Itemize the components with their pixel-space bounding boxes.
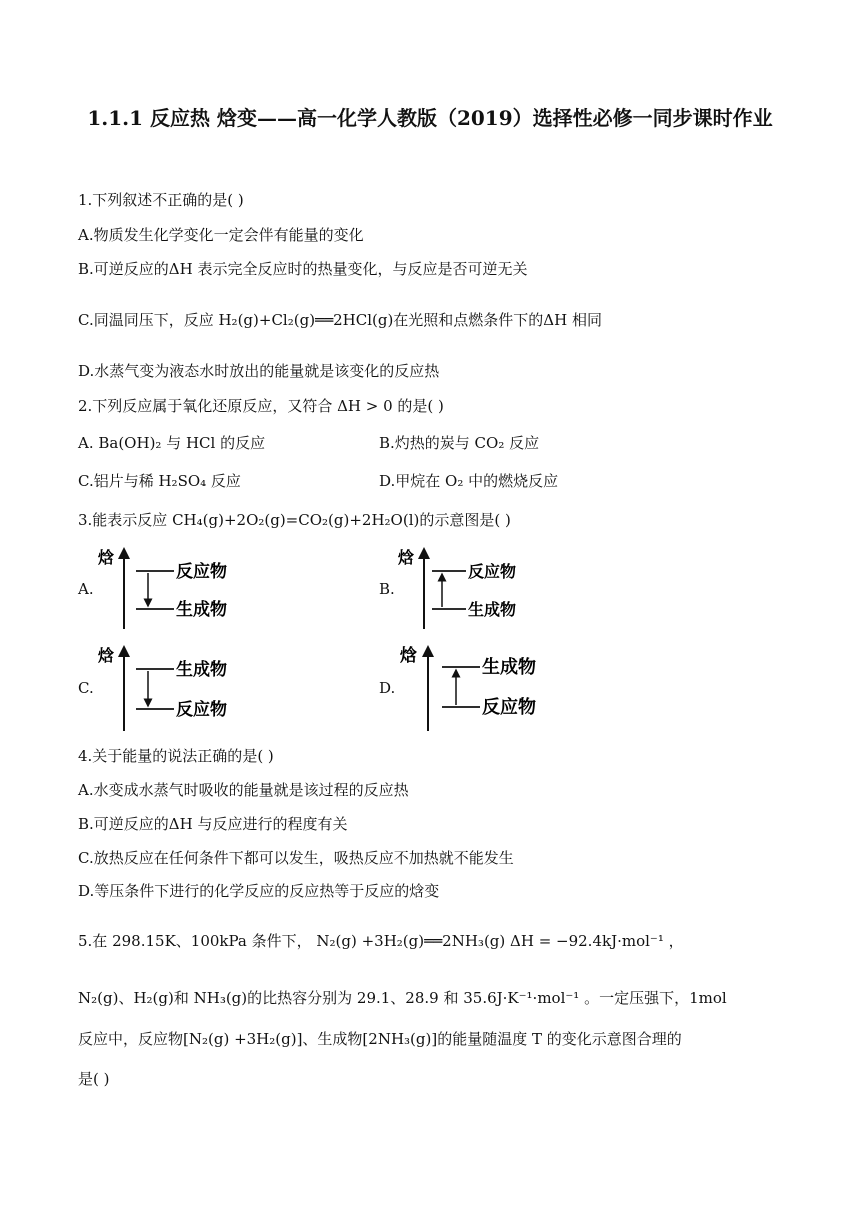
product-label: 生成物 <box>482 657 536 678</box>
q5-line-1: 5.在 298.15K、100kPa 条件下， N₂(g) +3H₂(g)══2NH₃(g) ΔH = −92.4kJ·mol⁻¹ ， <box>78 932 684 950</box>
product-label: 生成物 <box>176 660 227 680</box>
product-label: 生成物 <box>468 600 517 619</box>
reactant-label: 反应物 <box>176 562 227 582</box>
q4-option-b: B.可逆反应的ΔH 与反应进行的程度有关 <box>78 815 348 833</box>
enthalpy-axis-label: 焓 <box>98 646 115 665</box>
q1-option-b: B.可逆反应的ΔH 表示完全反应时的热量变化，与反应是否可逆无关 <box>78 260 528 278</box>
q1-option-a: A.物质发生化学变化一定会伴有能量的变化 <box>78 226 364 244</box>
q1-stem: 1.下列叙述不正确的是( ) <box>78 191 244 209</box>
q2-option-a: A. Ba(OH)₂ 与 HCl 的反应 <box>78 434 266 452</box>
product-label: 生成物 <box>176 600 227 620</box>
q1-option-d: D.水蒸气变为液态水时放出的能量就是该变化的反应热 <box>78 362 440 380</box>
q4-option-c: C.放热反应在任何条件下都可以发生，吸热反应不加热就不能发生 <box>78 849 514 867</box>
enthalpy-axis-label: 焓 <box>98 548 115 567</box>
q4-option-a: A.水变成水蒸气时吸收的能量就是该过程的反应热 <box>78 781 409 799</box>
reactant-label: 反应物 <box>468 562 517 581</box>
q3-label-a: A. <box>78 580 94 598</box>
energy-diagram-b <box>396 545 556 635</box>
q1-option-c: C.同温同压下，反应 H₂(g)+Cl₂(g)══2HCl(g)在光照和点燃条件下的ΔH 相同 <box>78 311 602 329</box>
q3-label-d: D. <box>379 679 396 697</box>
q5-line-4: 是( ) <box>78 1070 110 1088</box>
q2-option-d: D.甲烷在 O₂ 中的燃烧反应 <box>379 472 559 490</box>
q3-label-c: C. <box>78 679 94 697</box>
enthalpy-axis-label: 焓 <box>398 548 415 567</box>
q4-stem: 4.关于能量的说法正确的是( ) <box>78 747 274 765</box>
energy-diagram-a <box>96 545 256 635</box>
q3-label-b: B. <box>379 580 395 598</box>
energy-diagram-c <box>96 643 256 735</box>
q2-stem: 2.下列反应属于氧化还原反应，又符合 ΔH > 0 的是( ) <box>78 397 444 415</box>
enthalpy-axis-label: 焓 <box>400 646 417 666</box>
q2-option-b: B.灼热的炭与 CO₂ 反应 <box>379 434 540 452</box>
energy-diagram-d <box>398 643 558 735</box>
q3-stem: 3.能表示反应 CH₄(g)+2O₂(g)=CO₂(g)+2H₂O(l)的示意图是( ) <box>78 511 511 529</box>
q2-option-c: C.铝片与稀 H₂SO₄ 反应 <box>78 472 241 490</box>
reactant-label: 反应物 <box>482 697 536 718</box>
page-title: 1.1.1 反应热 焓变——高一化学人教版（2019）选择性必修一同步课时作业 <box>87 106 773 130</box>
q5-line-2: N₂(g)、H₂(g)和 NH₃(g)的比热容分别为 29.1、28.9 和 35.6J·K⁻¹·mol⁻¹ 。一定压强下，1mol <box>78 989 727 1007</box>
q4-option-d: D.等压条件下进行的化学反应的反应热等于反应的焓变 <box>78 882 440 900</box>
q5-line-3: 反应中，反应物[N₂(g) +3H₂(g)]、生成物[2NH₃(g)]的能量随温度 T 的变化示意图合理的 <box>78 1030 682 1048</box>
reactant-label: 反应物 <box>176 700 227 720</box>
